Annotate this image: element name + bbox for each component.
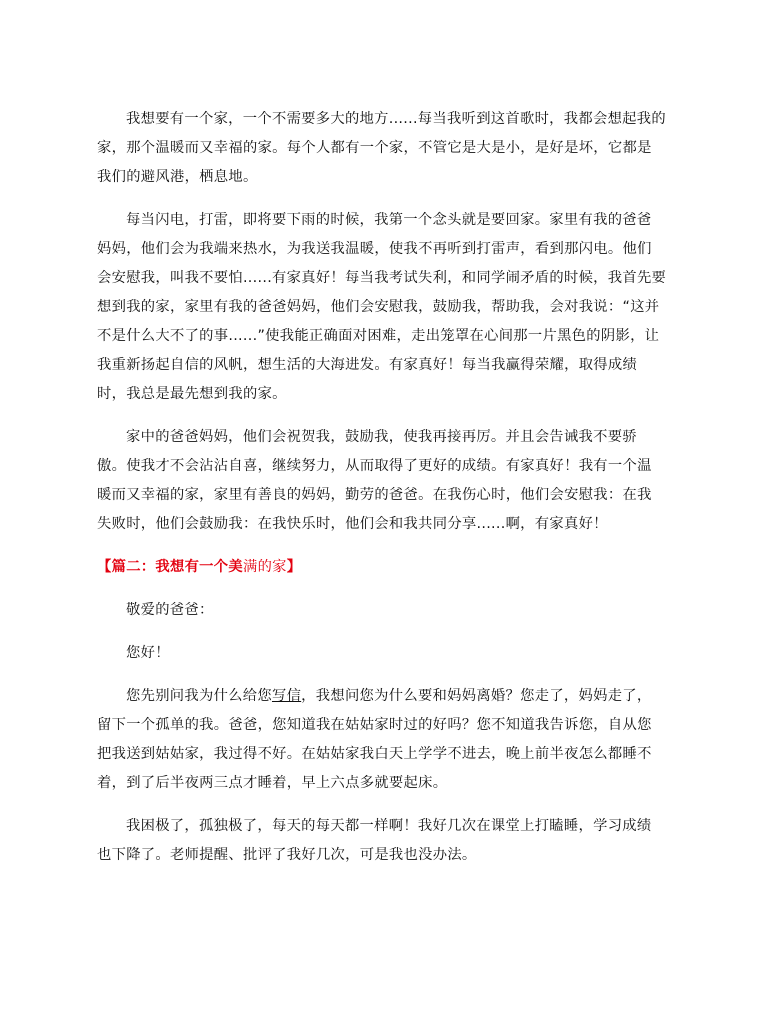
letter-paragraph-2 bbox=[97, 812, 677, 870]
text-line: 我们的避风港，栖息地。 bbox=[97, 169, 258, 185]
text-line: 失败时，他们会鼓励我：在我快乐时，他们会和我共同分享......啊，有家真好！ bbox=[97, 516, 608, 532]
text-line: 妈妈，他们会为我端来热水，为我送我温暖，使我不再听到打雷声，看到那闪电。他们 bbox=[97, 241, 652, 257]
greeting-text: 您好！ bbox=[126, 645, 170, 661]
section-heading-end: 】 bbox=[286, 559, 302, 575]
section-heading bbox=[97, 553, 677, 582]
text-line: 每当闪电，打雷，即将要下雨的时候，我第一个念头就是要回家。家里有我的爸爸 bbox=[126, 212, 652, 228]
text-segment: 您先别问我为什么给您 bbox=[126, 688, 272, 704]
text-line: 我重新扬起自信的风帆，想生活的大海进发。有家真好！每当我赢得荣耀，取得成绩 bbox=[97, 357, 638, 373]
text-line: 时，我总是最先想到我的家。 bbox=[97, 386, 287, 402]
paragraph-1 bbox=[97, 105, 677, 192]
letter-paragraph-1 bbox=[97, 682, 677, 798]
text-line: 不是什么大不了的事......”使我能正确面对困难，走出笼罩在心间那一片黑色的阴影，让 bbox=[97, 328, 660, 344]
paragraph-3 bbox=[97, 423, 677, 539]
section-heading-bold: 【篇二：我想有一个美 bbox=[97, 559, 243, 575]
text-line: 暖而又幸福的家，家里有善良的妈妈，勤劳的爸爸。在我伤心时，他们会安慰我：在我 bbox=[97, 487, 652, 503]
letter-salutation bbox=[97, 596, 677, 625]
text-line: 留下一个孤单的我。爸爸，您知道我在姑姑家时过的好吗？您不知道我告诉您，自从您 bbox=[97, 717, 652, 733]
text-line: 想到我的家，家里有我的爸爸妈妈，他们会安慰我，鼓励我，帮助我，会对我说：“这并 bbox=[97, 299, 660, 315]
text-line: 也下降了。老师提醒、批评了我好几次，可是我也没办法。 bbox=[97, 847, 477, 863]
document-page bbox=[97, 105, 677, 884]
text-line: 会安慰我，叫我不要怕......有家真好！每当我考试失利，和同学闹矛盾的时候，我首先要 bbox=[97, 270, 667, 286]
text-segment: ，我想问您为什么要和妈妈离婚？您走了，妈妈走了， bbox=[301, 688, 652, 704]
letter-greeting bbox=[97, 639, 677, 668]
write-letter-link[interactable]: 写信 bbox=[271, 688, 302, 704]
text-line: 着，到了后半夜两三点才睡着，早上六点多就要起床。 bbox=[97, 775, 448, 791]
salutation-text: 敬爱的爸爸： bbox=[126, 602, 214, 618]
text-line: 我想要有一个家，一个不需要多大的地方......每当我听到这首歌时，我都会想起我的 bbox=[126, 111, 666, 127]
text-line bbox=[97, 682, 677, 711]
text-line: 把我送到姑姑家，我过得不好。在姑姑家我白天上学学不进去，晚上前半夜怎么都睡不 bbox=[97, 746, 652, 762]
paragraph-2 bbox=[97, 206, 677, 409]
text-line: 我困极了，孤独极了，每天的每天都一样啊！我好几次在课堂上打瞌睡，学习成绩 bbox=[126, 818, 652, 834]
text-line: 傲。使我才不会沾沾自喜，继续努力，从而取得了更好的成绩。有家真好！我有一个温 bbox=[97, 458, 652, 474]
text-line: 家，那个温暖而又幸福的家。每个人都有一个家，不管它是大是小，是好是坏，它都是 bbox=[97, 140, 652, 156]
section-heading-plain: 满的家 bbox=[242, 559, 287, 575]
text-line: 家中的爸爸妈妈，他们会祝贺我，鼓励我，使我再接再厉。并且会告诫我不要骄 bbox=[126, 429, 637, 445]
